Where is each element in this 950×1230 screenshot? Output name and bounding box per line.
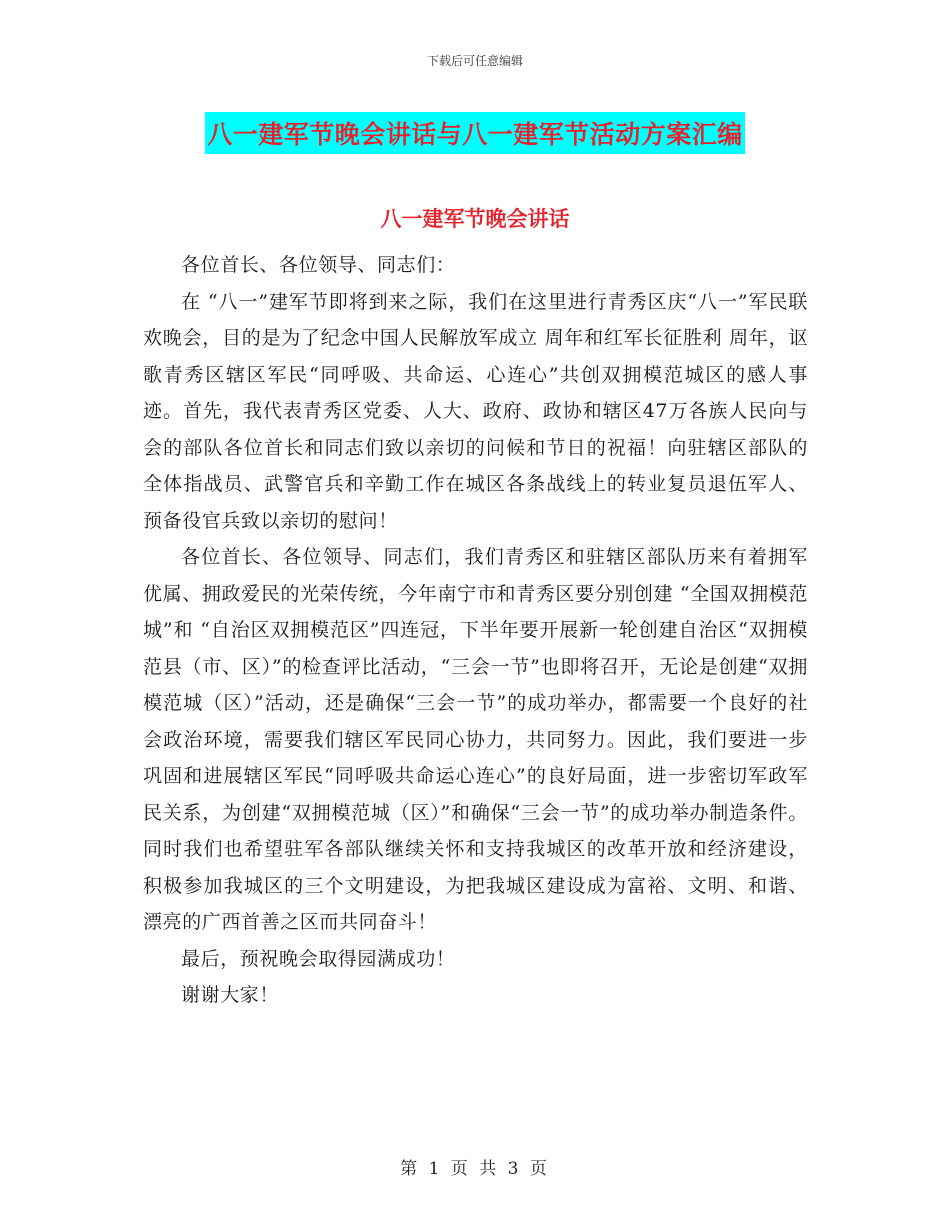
speech-title: 八一建军节晚会讲话 (380, 206, 570, 231)
speech-body (143, 247, 808, 1014)
thanks-paragraph: 谢谢大家！ (181, 984, 280, 1006)
header-note: 下载后可任意编辑 (426, 54, 523, 68)
closing-paragraph: 最后，预祝晚会取得园满成功！ (181, 947, 456, 970)
page-number-footer: 第 1 页 共 3 页 (400, 1159, 550, 1179)
document-title (0, 112, 950, 154)
document-title-text: 八一建军节晚会讲话与八一建军节活动方案汇编 (205, 112, 745, 154)
body-paragraph: 在 “八一”建军节即将到来之际，我们在这里进行青秀区庆“八一”军民联欢晚会，目的是为了纪念中国人民解放军成立 周年和红军长征胜利 周年，讴歌青秀区辖区军民“同呼吸、共命运、心连心”共创双拥模范城区的感人事迹。首先，我代表青秀区党委、人大、政府、政协和辖区47万各族人民向与会的部队各位首长和同志们致以亲切的问候和节日的祝福！向驻辖区部队的全体指战员、武警官兵和辛勤工作在城区各条战线上的转业复员退伍军人、预备役官兵致以亲切的慰问！ (143, 290, 808, 532)
salutation-paragraph: 各位首长、各位领导、同志们： (181, 254, 456, 276)
body-paragraph: 各位首长、各位领导、同志们，我们青秀区和驻辖区部队历来有着拥军优属、拥政爱民的光荣传统，今年南宁市和青秀区要分别创建 “全国双拥模范城”和 “自治区双拥模范区”四连冠，下半年要开展新一轮创建自治区“双拥模范县（市、区）”的检查评比活动，“三会一节”也即将召开，无论是创建“双拥模范城（区）”活动，还是确保“三会一节”的成功举办，都需要一个良好的社会政治环境，需要我们辖区军民同心协力，共同努力。因此，我们要进一步巩固和进展辖区军民“同呼吸共命运心连心”的良好局面，进一步密切军政军民关系，为创建“双拥模范城（区）”和确保“三会一节”的成功举办制造条件。同时我们也希望驻军各部队继续关怀和支持我城区的改革开放和经济建设，积极参加我城区的三个文明建设，为把我城区建设成为富裕、文明、和谐、漂亮的广西首善之区而共同奋斗！ (143, 546, 808, 933)
